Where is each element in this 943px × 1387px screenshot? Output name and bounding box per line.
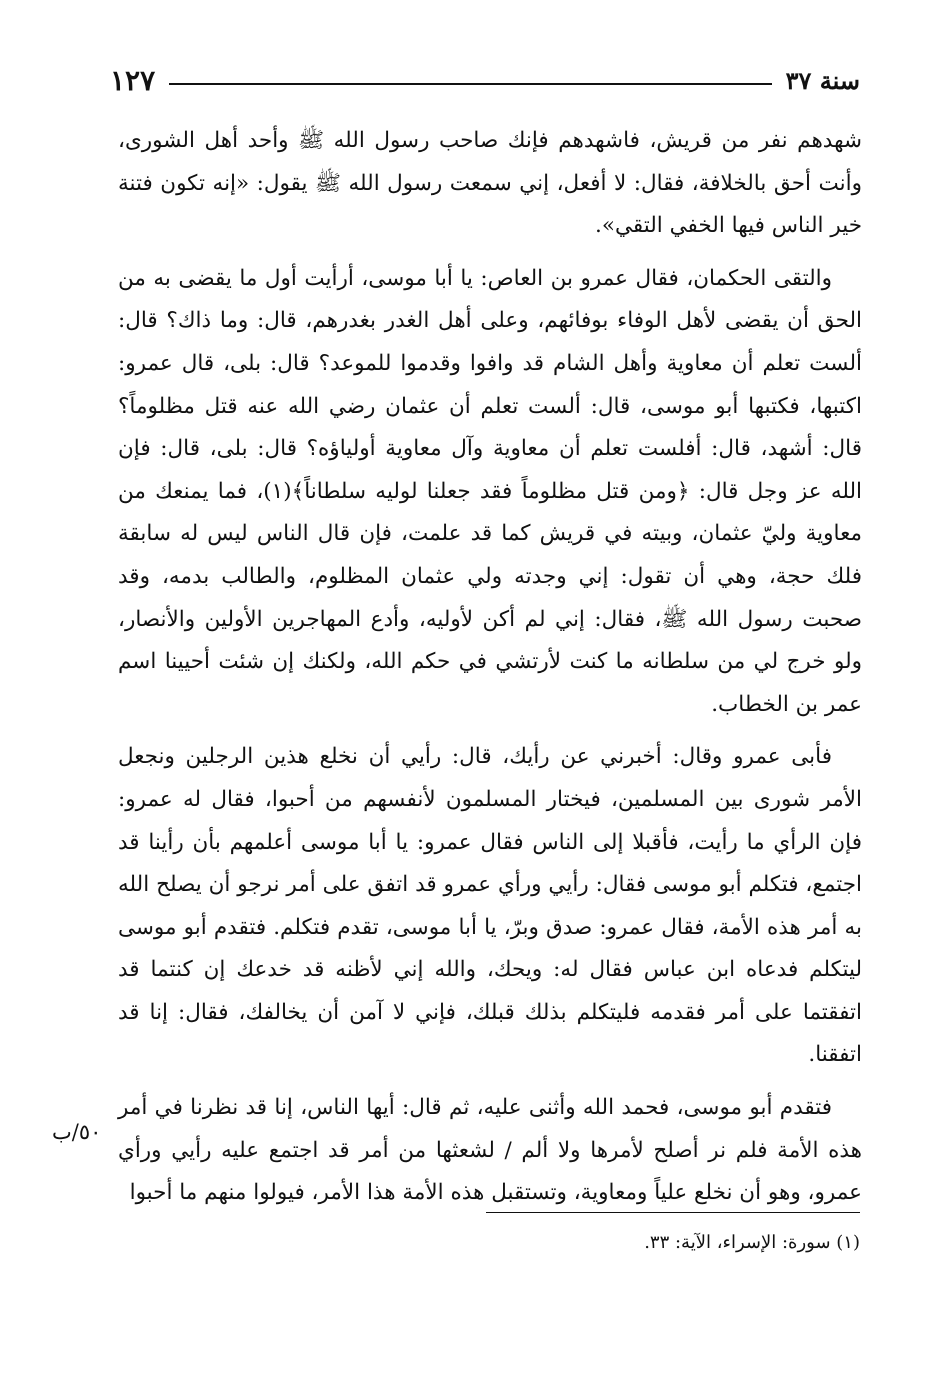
- paragraph: فتقدم أبو موسى، فحمد الله وأثنى عليه، ثم قال: أيها الناس، إنا قد نظرنا في أمر هذه الأمة فلم نر أصلح لأمرها ولا ألم / لشعثها من أمر قد اجتمع عليه رأيي ورأي عمرو، وهو أن نخلع علياً ومعاوية، وتستقبل هذه الأمة هذا الأمر، فيولوا منهم ما أحبوا: [118, 1095, 862, 1206]
- footnote: (١) سورة: الإسراء، الآية: ٣٣.: [644, 1232, 860, 1253]
- main-text: [118, 120, 862, 1225]
- running-title: سنة ٣٧: [785, 66, 860, 95]
- page-header: [110, 64, 860, 98]
- paragraph: فأبى عمرو وقال: أخبرني عن رأيك، قال: رأيي أن نخلع هذين الرجلين ونجعل الأمر شورى بين المسلمين، فيختار المسلمون لأنفسهم من أحبوا، فقال له عمرو: فإن الرأي ما رأيت، فأقبلا إلى الناس فقال عمرو: يا أبا موسى أعلمهم بأن رأينا قد اجتمع، فتكلم أبو موسى فقال: رأيي ورأي عمرو قد اتفق على أمر نرجو أن يصلح الله به أمر هذه الأمة، فقال عمرو: صدق وبرّ، يا أبا موسى، تقدم فتكلم. فتقدم أبو موسى ليتكلم فدعاه ابن عباس فقال له: ويحك، والله إني لأظنه قد خدعك إن كنتما قد اتفقتما على أمر فقدمه فليتكلم بذلك قبلك، فإني لا آمن أن يخالفك، فقال: إنا قد اتفقنا.: [118, 744, 862, 1068]
- header-rule: [169, 83, 772, 85]
- footnote-divider: [486, 1212, 860, 1213]
- manuscript-folio-marker: ٥٠/ب: [52, 1120, 102, 1144]
- paragraph: والتقى الحكمان، فقال عمرو بن العاص: يا أبا موسى، أرأيت أول ما يقضى به من الحق أن يقضى لأهل الوفاء بوفائهم، وعلى أهل الغدر بغدرهم، قال: وما ذاك؟ قال: ألست تعلم أن معاوية وأهل الشام قد وافوا وقدموا للموعد؟ قال: بلى، قال عمرو: اكتبها، فكتبها أبو موسى، قال: ألست تعلم أن عثمان رضي الله عنه قتل مظلوماً؟ قال: أشهد، قال: أفلست تعلم أن معاوية وآل معاوية أولياؤه؟ قال: بلى، قال: فإن الله عز وجل قال: ﴿ومن قتل مظلوماً فقد جعلنا لوليه سلطاناً﴾(١)، فما يمنعك من معاوية وليّ عثمان، وبيته في قريش كما قد علمت، فإن قال الناس ليس له سابقة فلك حجة، وهي أن تقول: إني وجدته ولي عثمان المظلوم، والطالب بدمه، وقد صحبت رسول الله ﷺ، فقال: إني لم أكن لأوليه، وأدع المهاجرين الأولين والأنصار، ولو خرج لي من سلطانه ما كنت لأرتشي في حكم الله، ولكنك إن شئت أحيينا اسم عمر بن الخطاب.: [118, 265, 862, 717]
- page-number: ١٢٧: [110, 64, 156, 97]
- paragraph: شهدهم نفر من قريش، فاشهدهم فإنك صاحب رسول الله ﷺ وأحد أهل الشورى، وأنت أحق بالخلافة، فقال: لا أفعل، إني سمعت رسول الله ﷺ يقول: «إنه تكون فتنة خير الناس فيها الخفي التقي».: [118, 128, 862, 239]
